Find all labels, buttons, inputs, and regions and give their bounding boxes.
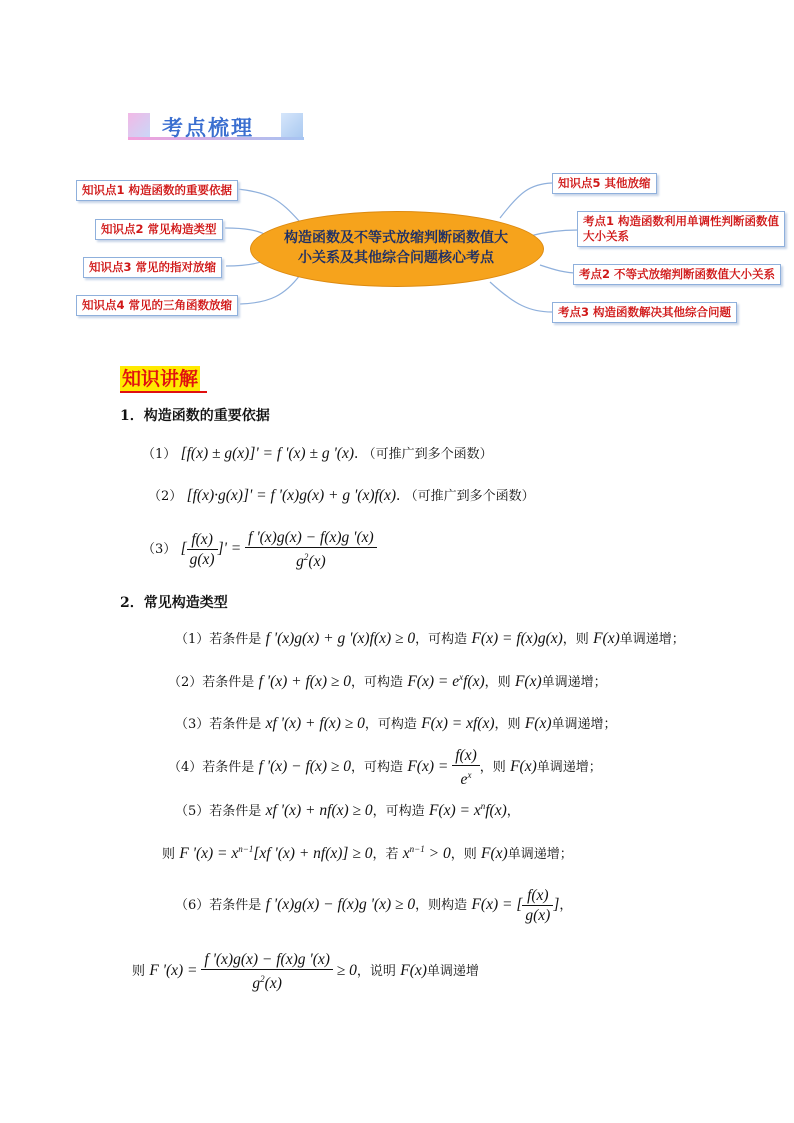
sec2-type-2: （2）若条件是 f '(x) + f(x) ≥ 0，可构造 $F(x) = e^xf(x)$，则 F(x)单调递增； — [168, 671, 607, 690]
mindmap-node-left-1: 知识点1 构造函数的重要依据 — [76, 180, 238, 201]
text: 单调递增； — [536, 760, 602, 776]
text: 若条件是 — [209, 717, 262, 732]
sec2-type-6: （6）若条件是 f '(x)g(x) − f(x)g '(x) ≥ 0，则构造 F(x) = [ $\frac{f(x)}{g(x)}$ ]， — [175, 887, 573, 924]
sec2-type-5-cont: 则 F '$(x) = x^{n-1}[xf$ '(x) + nf(x)] ≥ 0，若 $x^{n-1} > 0$，则 F(x)单调递增； — [162, 843, 573, 862]
sec2-type-3: （3）若条件是 xf '(x) + f(x) ≥ 0，可构造 F(x) = xf(x)，则 F(x)单调递增； — [175, 715, 617, 732]
type-label: （2） — [168, 675, 203, 690]
text: 单调递增； — [541, 675, 607, 690]
text: 单调递增； — [507, 847, 573, 862]
formula-label: （3） — [142, 542, 177, 558]
type-label: （5） — [175, 804, 210, 819]
mindmap-center-text — [270, 228, 522, 268]
text: 若条件是 — [202, 760, 255, 776]
mindmap-node-left-4: 知识点4 常见的三角函数放缩 — [76, 295, 238, 316]
text: ，可构造 — [372, 804, 425, 819]
formula-note: （可推广到多个函数） — [404, 489, 535, 504]
mindmap-center-line1: 构造函数及不等式放缩判断函数值大 — [284, 230, 508, 246]
mindmap-node-right-2 — [577, 211, 785, 247]
sec2-type-1: （1）若条件是 f '(x)g(x) + g '(x)f(x) ≥ 0，可构造 F(x) = f(x)g(x)，则 F(x)单调递增； — [175, 630, 685, 647]
text: 单调递增 — [426, 964, 479, 980]
type-label: （6） — [175, 898, 210, 913]
mindmap-center-line2: 小关系及其他综合问题核心考点 — [298, 250, 494, 266]
mind-map-connectors — [0, 0, 794, 340]
type-label: （4） — [168, 760, 203, 776]
text: 若条件是 — [202, 675, 255, 690]
text: 若条件是 — [209, 898, 262, 913]
mindmap-node-right-2-line1: 考点1 构造函数利用单调性判断函数值 — [583, 214, 780, 228]
text: ，可构造 — [351, 675, 404, 690]
text: ，可构造 — [415, 632, 468, 647]
type-label: （1） — [175, 632, 210, 647]
mindmap-node-right-3: 考点2 不等式放缩判断函数值大小关系 — [573, 264, 781, 285]
mindmap-node-left-3: 知识点3 常见的指对放缩 — [83, 257, 222, 278]
text: 则 — [162, 847, 176, 862]
type-label: （3） — [175, 717, 210, 732]
text: ， — [559, 898, 573, 913]
sec2-type-4: （4）若条件是 f '(x) − f(x) ≥ 0，可构造 F(x) = $\frac{f(x)}{e^x}$ ，则 F(x)单调递增； — [168, 747, 602, 789]
section-title: 考点梳理 — [162, 116, 254, 140]
text: ，则 — [484, 675, 511, 690]
formula-label: （2） — [148, 489, 183, 504]
mindmap-node-right-2-line2: 大小关系 — [583, 229, 629, 243]
text: ，则 — [479, 760, 506, 776]
text: 单调递增； — [551, 717, 617, 732]
text: ，则 — [562, 632, 589, 647]
text: ，可构造 — [364, 717, 417, 732]
text: ，则 — [450, 847, 477, 862]
text: ，说明 — [356, 964, 396, 980]
text: 若条件是 — [209, 632, 262, 647]
sec2-heading: 2．常见构造类型 — [120, 595, 228, 611]
text: ，则构造 — [415, 898, 468, 913]
formula-note: （可推广到多个函数） — [362, 447, 493, 462]
text: ，则 — [494, 717, 521, 732]
text: 单调递增； — [619, 632, 685, 647]
text: ，若 — [372, 847, 399, 862]
sec2-type-5: （5）若条件是 xf '(x) + nf(x) ≥ 0，可构造 $F(x) = x^nf(x)$， — [175, 800, 520, 819]
mindmap-node-right-1: 知识点5 其他放缩 — [552, 173, 657, 194]
sec1-formula-1: （1） [f(x) ± g(x)]' = f '(x) ± g '(x). （可推广到多个函数） — [142, 445, 493, 462]
sec1-formula-3: （3） [ $\frac{f(x)}{g(x)}$ ]' = $\frac{f '(x)g(x) - f(x)g '(x)}{g^2(x)}$ — [142, 528, 377, 571]
sec2-type-6-cont: 则 F '(x) = $\frac{f '(x)g(x) - f(x)g '(x)}{g^2(x)}$ ≥ 0，说明 F(x)单调递增 — [132, 951, 479, 993]
text: 则 — [132, 964, 146, 980]
sec1-formula-2: （2） [f(x)·g(x)]' = f '(x)g(x) + g '(x)f(x). （可推广到多个函数） — [148, 487, 535, 504]
mindmap-node-left-2: 知识点2 常见构造类型 — [95, 219, 223, 240]
explanation-underline — [120, 391, 207, 393]
formula-label: （1） — [142, 447, 177, 462]
text: ， — [506, 804, 520, 819]
explanation-title: 知识讲解 — [122, 368, 199, 390]
text: ，可构造 — [351, 760, 404, 776]
text: 若条件是 — [209, 804, 262, 819]
sec1-heading: 1．构造函数的重要依据 — [120, 408, 270, 424]
mindmap-node-right-4: 考点3 构造函数解决其他综合问题 — [552, 302, 737, 323]
